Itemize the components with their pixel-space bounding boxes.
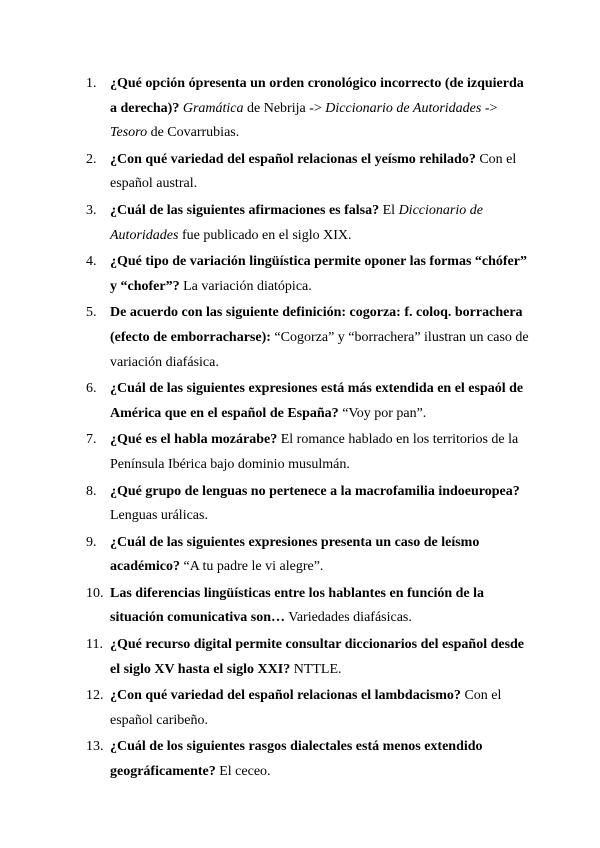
item-text <box>110 199 532 248</box>
item-number: 13. <box>86 739 104 755</box>
item-text <box>110 72 532 146</box>
item-number: 1. <box>86 76 97 91</box>
question-text: De acuerdo con las siguiente definición: cogorza: f. coloq. borrachera (efecto de emborracharse): <box>110 305 523 345</box>
list-item <box>86 72 532 146</box>
list-item <box>86 480 532 529</box>
item-number: 3. <box>86 202 97 218</box>
answer-text: NTTLE. <box>290 661 342 677</box>
list-item <box>86 148 532 197</box>
question-text: ¿Qué tipo de variación lingüística permite oponer las formas “chófer” y “chofer”? <box>110 254 527 294</box>
answer-text: fue publicado en el siglo XIX. <box>178 227 352 243</box>
item-number: 11. <box>86 637 103 653</box>
answer-text: Con el español austral. <box>110 151 517 192</box>
answer-text: Lenguas urálicas. <box>110 508 208 524</box>
list-item <box>86 633 532 682</box>
list-item <box>86 582 532 631</box>
list-item <box>86 199 532 248</box>
answer-text: Variedades diafásicas. <box>285 610 412 626</box>
item-number: 7. <box>86 432 97 448</box>
list-item <box>86 735 532 784</box>
answer-text: El ceceo. <box>215 764 271 780</box>
question-text: ¿Qué recurso digital permite consultar diccionarios del español desde el siglo XV hasta el siglo XXI? <box>110 637 525 677</box>
answer-text: de Nebrija -> <box>243 100 326 116</box>
item-number: 9. <box>86 534 97 550</box>
item-text <box>110 428 532 477</box>
answer-text: El romance hablado en los territorios de la Península Ibérica bajo dominio musulmán. <box>110 432 519 472</box>
question-text: ¿Qué opción ópresenta un orden cronológico incorrecto (de izquierda a derecha)? <box>110 76 524 116</box>
answer-text: -> <box>481 100 498 116</box>
item-number: 2. <box>86 151 97 167</box>
list-item <box>86 684 532 733</box>
list-item <box>86 250 532 299</box>
item-text <box>110 735 532 784</box>
italic-title: Diccionario de Autoridades <box>110 202 483 243</box>
item-text <box>110 684 532 733</box>
italic-title: Gramática <box>182 100 244 116</box>
answer-text: Con el español caribeño. <box>110 688 502 728</box>
item-number: 5. <box>86 305 97 321</box>
answer-text: “Voy por pan”. <box>338 405 427 421</box>
item-text <box>110 480 532 529</box>
item-text <box>110 582 532 631</box>
item-number: 8. <box>86 483 97 499</box>
question-text: ¿Cuál de las siguientes expresiones está más extendida en el espaól de América que en el español de España? <box>110 381 524 421</box>
list-item <box>86 301 532 375</box>
answer-text: El <box>379 202 399 218</box>
question-text: ¿Cuál de las siguientes afirmaciones es falsa? <box>110 202 380 218</box>
item-text <box>110 148 532 197</box>
question-text: ¿Con qué variedad del español relacionas el lambdacismo? <box>110 688 461 704</box>
question-text: ¿Con qué variedad del español relacionas el yeísmo rehilado? <box>110 151 476 167</box>
list-item <box>86 377 532 426</box>
question-text: Las diferencias lingüísticas entre los hablantes en función de la situación comunicativa son… <box>110 585 485 626</box>
answer-text: La variación diatópica. <box>179 278 312 294</box>
item-number: 12. <box>86 688 104 704</box>
item-text <box>110 250 532 299</box>
answer-text: “A tu padre le vi alegre”. <box>179 559 324 575</box>
item-text <box>110 531 532 580</box>
italic-title: Diccionario de Autoridades <box>325 100 482 116</box>
question-text: ¿Qué es el habla mozárabe? <box>110 432 278 448</box>
item-text <box>110 377 532 426</box>
list-item <box>86 428 532 477</box>
item-text <box>110 633 532 682</box>
question-text: ¿Qué grupo de lenguas no pertenece a la macrofamilia indoeuropea? <box>110 483 520 499</box>
italic-title: Tesoro <box>110 125 148 141</box>
question-answer-list <box>86 72 532 787</box>
answer-text: “Cogorza” y “borrachera” ilustran un caso de variación diafásica. <box>110 329 529 370</box>
question-text: ¿Cuál de los siguientes rasgos dialectales está menos extendido geográficamente? <box>110 739 483 780</box>
item-number: 10. <box>86 585 104 601</box>
question-text: ¿Cuál de las siguientes expresiones presenta un caso de leísmo académico? <box>110 534 480 575</box>
list-item <box>86 531 532 580</box>
answer-text: de Covarrubias. <box>147 125 240 141</box>
item-number: 4. <box>86 254 97 270</box>
item-text <box>110 301 532 375</box>
item-number: 6. <box>86 381 97 397</box>
